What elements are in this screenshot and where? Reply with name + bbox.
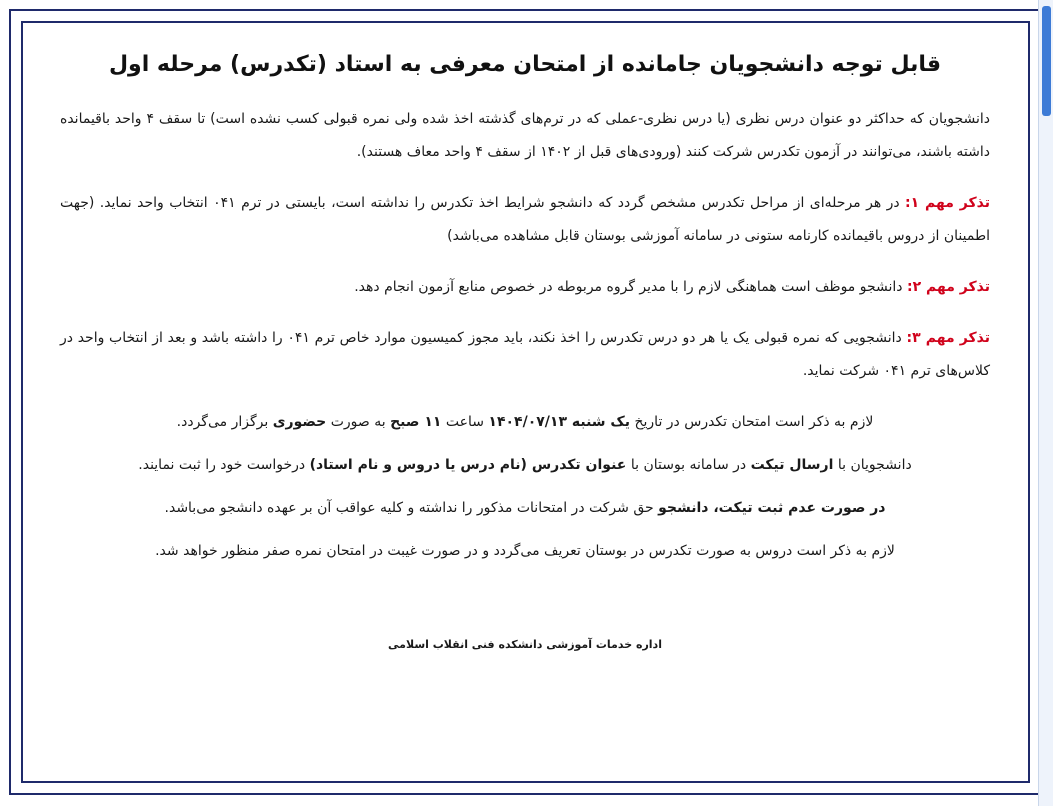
ticket-action: ارسال تیکت xyxy=(750,457,834,473)
exam-line-text-3: به صورت xyxy=(326,414,391,430)
exam-time: ۱۱ صبح xyxy=(390,414,442,430)
exam-line-text-4: برگزار می‌گردد. xyxy=(176,414,273,430)
exam-line-text-1: لازم به ذکر است امتحان تکدرس در تاریخ xyxy=(630,414,874,430)
announcement-content xyxy=(60,40,990,651)
note-2-text: دانشجو موظف است هماهنگی لازم را با مدیر گروه مربوطه در خصوص منابع آزمون انجام دهد. xyxy=(354,279,907,295)
note-3-label: تذکر مهم ۳: xyxy=(906,330,990,346)
exam-date-line xyxy=(60,406,990,439)
intro-paragraph: دانشجویان که حداکثر دو عنوان درس نظری (یا درس نظری-عملی که در ترم‌های گذشته اخذ شده ولی نمره قبولی کسب نشده است) تا سقف ۴ واحد باقیمانده داشته باشند، می‌توانند در آزمون تکدرس شرکت کنند (ورودی‌های قبل از ۱۴۰۲ از سقف ۴ واحد معاف هستند). xyxy=(60,111,991,160)
absence-line: لازم به ذکر است دروس به صورت تکدرس در بوستان تعریف می‌گردد و در صورت غیبت در امتحان نمره صفر منظور خواهد شد. xyxy=(155,543,895,559)
note-3 xyxy=(60,322,990,388)
note-3-text: دانشجویی که نمره قبولی یک یا هر دو درس تکدرس را اخذ نکند، باید مجوز کمیسیون موارد خاص ترم ۰۴۱ را داشته باشد و بعد از انتخاب واحد در کلاس‌های ترم ۰۴۱ شرکت نماید. xyxy=(60,330,990,379)
warning-bold: در صورت عدم ثبت تیکت، دانشجو xyxy=(658,500,886,516)
note-1 xyxy=(60,187,990,253)
office-signature: اداره خدمات آموزشی دانشکده فنی انقلاب اسلامی xyxy=(388,638,662,651)
exam-mode: حضوری xyxy=(272,414,327,430)
note-2 xyxy=(60,271,990,304)
ticket-subject: عنوان تکدرس (نام درس یا دروس و نام استاد) xyxy=(309,457,627,473)
ticket-line-text-1: دانشجویان با xyxy=(833,457,912,473)
page-title: قابل توجه دانشجویان جامانده از امتحان معرفی به استاد (تکدرس) مرحله اول xyxy=(108,52,942,77)
note-1-text: در هر مرحله‌ای از مراحل تکدرس مشخص گردد که دانشجو شرایط اخذ تکدرس را نداشته است، بایستی در ترم ۰۴۱ انتخاب واحد نماید. (جهت اطمینان از دروس باقیمانده کارنامه ستونی در سامانه آموزشی بوستان قابل مشاهده می‌باشد) xyxy=(60,195,990,244)
note-2-label: تذکر مهم ۲: xyxy=(907,279,990,295)
warning-line xyxy=(60,492,990,525)
exam-line-text-2: ساعت xyxy=(441,414,489,430)
scrollbar-thumb[interactable] xyxy=(1042,6,1051,116)
exam-date: یک شنبه ۱۴۰۴/۰۷/۱۳ xyxy=(488,414,631,430)
ticket-line-text-2: در سامانه بوستان با xyxy=(626,457,751,473)
ticket-line-text-3: درخواست خود را ثبت نمایند. xyxy=(138,457,310,473)
ticket-instruction-line xyxy=(60,449,990,482)
vertical-scrollbar[interactable] xyxy=(1038,0,1053,806)
warning-text: حق شرکت در امتحانات مذکور را نداشته و کلیه عواقب آن بر عهده دانشجو می‌باشد. xyxy=(164,500,659,516)
note-1-label: تذکر مهم ۱: xyxy=(905,195,990,211)
